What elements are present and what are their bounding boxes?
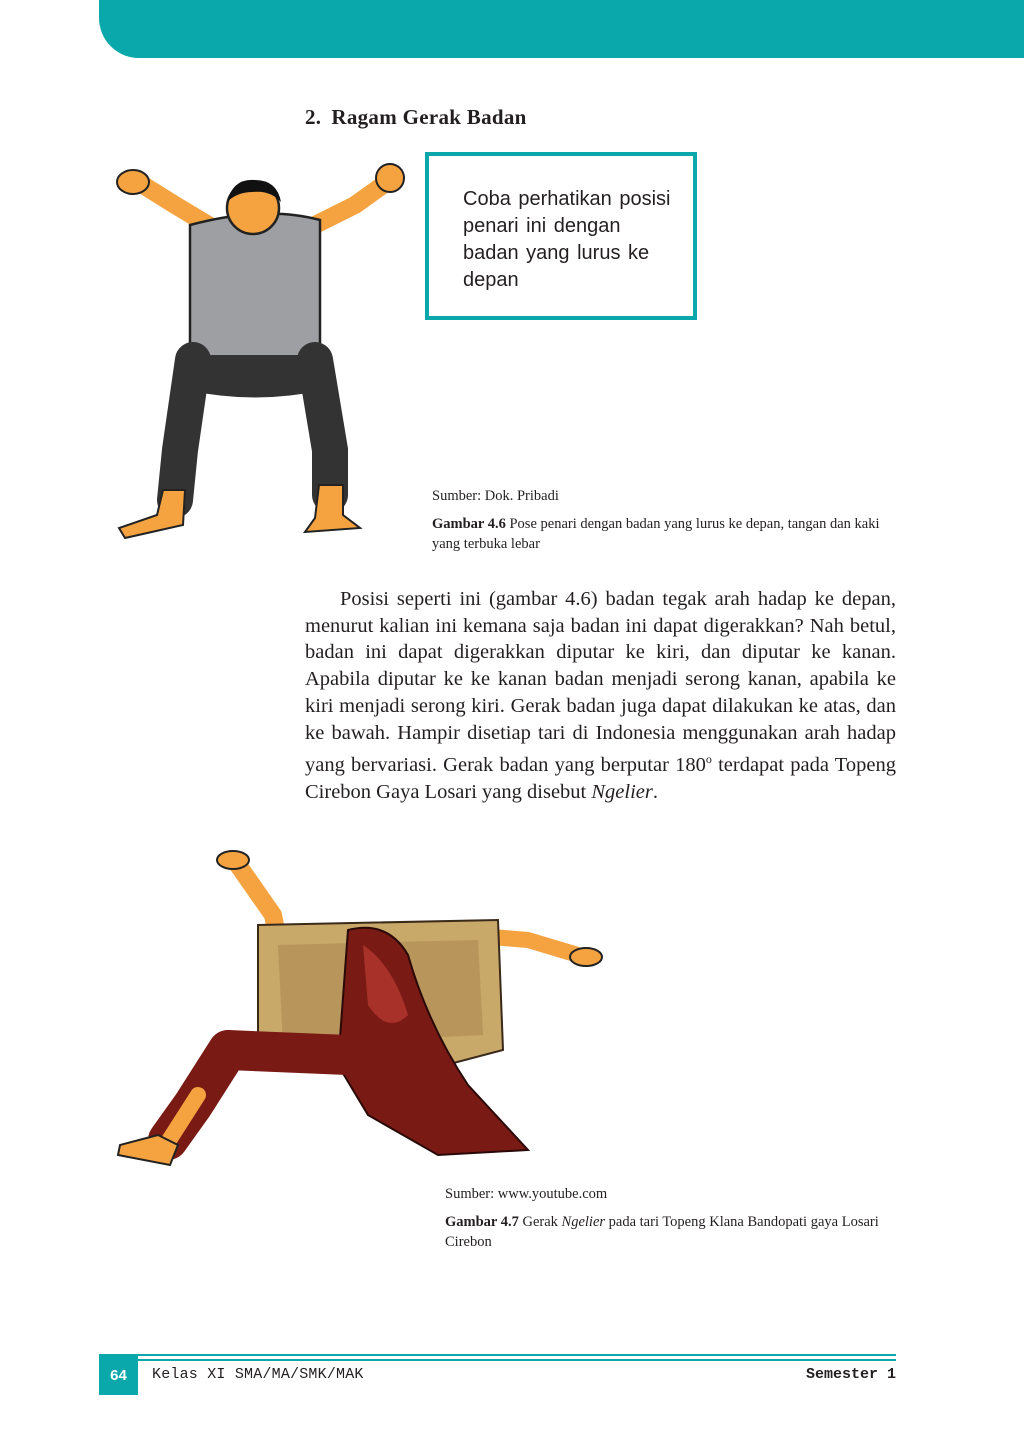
figure-4-7-caption-text: [445, 1212, 895, 1252]
callout-text: Coba perhatikan posisi penari ini dengan badan yang lurus ke depan: [463, 188, 671, 291]
footer-semester-label: Semester 1: [805, 1366, 896, 1383]
raised-hand: [217, 851, 249, 869]
figure-4-7-caption-term: Ngelier: [561, 1214, 606, 1230]
figure-4-7-label: Gambar 4.7: [445, 1214, 519, 1230]
left-hand: [117, 170, 149, 194]
body-term-ngelier: Ngelier: [591, 780, 653, 803]
body-paragraph: [305, 586, 896, 805]
figure-4-7-caption-pre: Gerak: [522, 1214, 562, 1230]
figure-4-6-illustration: [105, 150, 415, 550]
body-text-part2: terdapat pada Topeng Cirebon Gaya Losari yang disebut: [305, 754, 896, 803]
figure-4-6-caption: [432, 486, 892, 554]
figure-4-6-label: Gambar 4.6: [432, 516, 506, 532]
right-hand: [376, 164, 404, 192]
section-number: 2.: [305, 105, 322, 129]
figure-4-7-caption-post: pada tari Topeng Klana Bandopati gaya Losari Cirebon: [445, 1214, 879, 1250]
hips: [183, 355, 327, 398]
header-band: [99, 0, 1024, 58]
footer-rule-top: [99, 1354, 896, 1356]
callout-box: [425, 152, 697, 320]
foot: [118, 1135, 178, 1165]
left-foot: [119, 490, 185, 538]
body-text-end: .: [652, 780, 658, 803]
figure-4-6-description: Pose penari dengan badan yang lurus ke depan, tangan dan kaki yang terbuka lebar: [432, 516, 880, 552]
footer-class-label: Kelas XI SMA/MA/SMK/MAK: [152, 1366, 364, 1383]
figure-4-7-source: Sumber: www.youtube.com: [445, 1186, 608, 1202]
figure-4-6-caption-text: [432, 514, 892, 554]
body-text-part1: Posisi seperti ini (gambar 4.6) badan tegak arah hadap ke depan, menurut kalian ini kemana saja badan ini dapat digerakkan? Nah betul, badan ini dapat digerakkan diputar ke kiri, dan diputar ke kanan. Apabila diputar ke ke kanan badan menjadi serong kanan, apabila ke kiri menjadi serong kiri. Gerak badan juga dapat dilakukan ke atas, dan ke bawah. Hampir disetiap tari di Indonesia menggunakan arah hadap yang bervariasi. Gerak badan yang berputar 180: [305, 588, 896, 777]
figure-4-7-caption: [445, 1184, 895, 1252]
footer-rule-bottom: [138, 1359, 896, 1361]
shirt: [190, 214, 320, 365]
page-number: 64: [99, 1356, 138, 1395]
section-heading: [305, 105, 527, 130]
section-title: Ragam Gerak Badan: [331, 105, 527, 129]
extended-hand: [570, 948, 602, 966]
figure-4-7-illustration: [108, 845, 608, 1175]
degree-mark: o: [705, 752, 712, 767]
figure-4-6-source: Sumber: Dok. Pribadi: [432, 488, 559, 504]
